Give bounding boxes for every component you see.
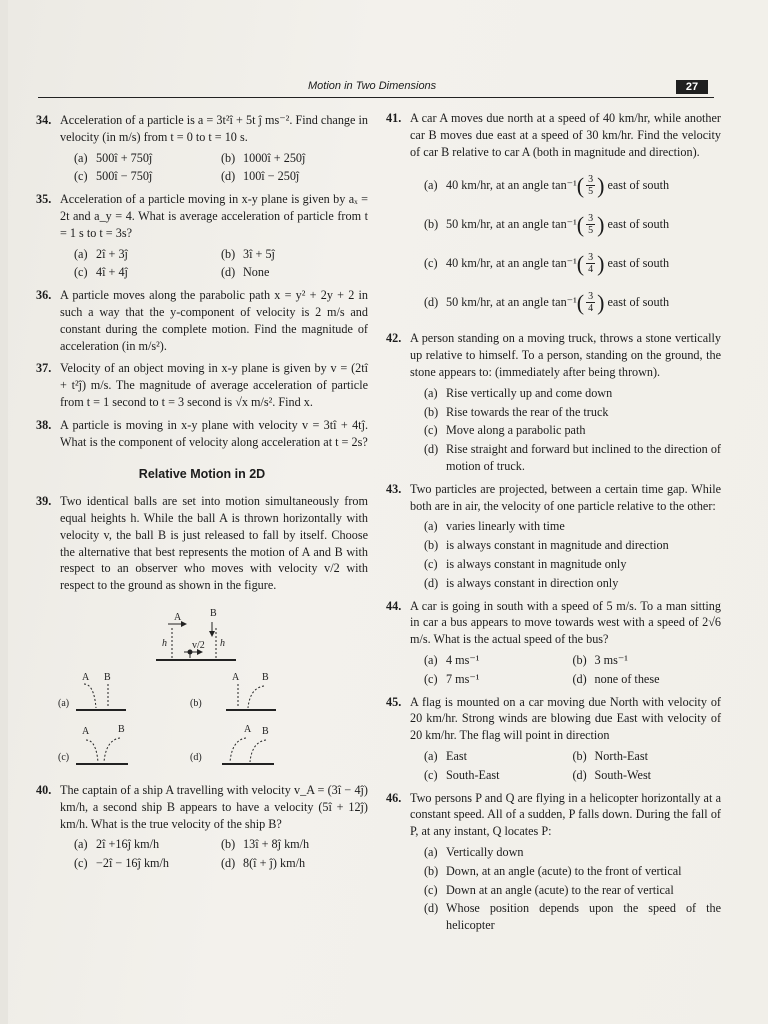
question-text: A particle moves along the parabolic path x = y² + 2y + 2 in such a way that the y-component of velocity is 2 m/s and constant during the complete motion. Find the magnitude of acceleration (in m/s²). (60, 288, 368, 353)
svg-text:B: B (104, 671, 111, 683)
options (410, 174, 721, 314)
svg-text:v/2: v/2 (192, 639, 205, 651)
option-d: (d) None (221, 265, 270, 280)
svg-text:A: A (82, 671, 90, 683)
option-b: (b) Down, at an angle (acute) to the front of vertical (424, 863, 682, 878)
question-number: 42. (386, 331, 402, 346)
book-page (8, 0, 768, 1024)
option-a: (a) Vertically down (424, 844, 524, 859)
question-45 (386, 694, 721, 784)
svg-text:A: A (232, 671, 240, 683)
question-text: Acceleration of a particle is a = 3t²î + 5t ĵ ms⁻². Find change in velocity (in m/s) from t = 0 to t = 10 s. (60, 113, 368, 144)
option-a: (a) 500î + 750ĵ (74, 150, 153, 165)
question-number: 44. (386, 598, 402, 613)
question-text: Two particles are projected, between a certain time gap. While both are in air, the velocity of one particle relative to the other: (410, 481, 721, 513)
question-text: Two identical balls are set into motion simultaneously from equal heights h. While the ball A is thrown horizontally with velocity v, the ball B is just released to fall by itself. Choose the alternative that best represents the motion of A and B with respect to an observer who moves with velocity v/2 with respect to the ground as shown in the figure. (60, 494, 368, 593)
question-number: 35. (36, 192, 52, 207)
option-a: (a) 2î +16ĵ km/h (74, 837, 160, 852)
svg-text:A: A (82, 725, 90, 737)
option-a: (a) 4 ms⁻¹ (424, 652, 480, 667)
page-header (38, 78, 714, 98)
option-c: (c) 40 km/hr, at an angle tan⁻¹ ( $\frac{3}{4}$ ) east of south (424, 250, 670, 276)
svg-text:h: h (220, 637, 225, 649)
option-d: (d) is always constant in direction only (424, 575, 619, 590)
option-b: (b) 3 ms⁻¹ (572, 652, 628, 667)
question-text: A flag is mounted on a car moving due North with velocity of 20 km/hr. Strong winds are blowing due East with velocity of 20 km/hr. The flag will point in direction (410, 694, 721, 743)
figure-balls (36, 600, 356, 772)
option-c: (c) 7 ms⁻¹ (424, 671, 480, 686)
question-46 (386, 790, 721, 934)
option-c: (c) 4î + 4ĵ (74, 265, 128, 280)
options (410, 652, 721, 688)
question-text: Acceleration of a particle moving in x-y plane is given by aₓ = 2t and a_y = 4. What is average acceleration of particle from t = 1 s to t = 3s? (60, 192, 368, 240)
option-c: (c) Move along a parabolic path (424, 423, 586, 438)
running-title: Motion in Two Dimensions (308, 80, 437, 92)
option-b: (b) 13î + 8ĵ km/h (221, 837, 310, 852)
option-a: (a) 40 km/hr, at an angle tan⁻¹ ( $\frac{3}{5}$ ) east of south (424, 172, 670, 198)
option-c: (c) Down at an angle (acute) to the rear of vertical (424, 882, 674, 897)
question-number: 41. (386, 111, 402, 125)
figure-option-c (58, 724, 128, 764)
question-number: 37. (36, 361, 52, 376)
option-c: (c) −2î − 16ĵ km/h (74, 856, 169, 871)
options (60, 246, 368, 282)
option-b: (b) 3î + 5ĵ (221, 246, 275, 261)
question-number: 40. (36, 782, 52, 797)
page-number: 27 (676, 80, 708, 94)
question-text: Velocity of an object moving in x-y plane is given by v = (2tî + t²ĵ) m/s. The magnitude of average acceleration of particle from t = 1 second to t = 3 second is √x m/s². Find x. (60, 361, 368, 409)
section-title: Relative Motion in 2D (138, 467, 266, 482)
question-number: 39. (36, 494, 52, 509)
question-text: A person standing on a moving truck, throws a stone vertically up relative to himself. To a person, standing on the ground, the stone appears to: (immediately after being thrown). (410, 331, 721, 379)
svg-text:(c): (c) (58, 751, 70, 763)
question-text: A particle is moving in x-y plane with velocity v = 3tî + 4tĵ. What is the component of velocity along acceleration at t = 2s? (60, 417, 368, 449)
option-a: (a) East (424, 748, 467, 763)
option-c: (c) 500î − 750ĵ (74, 169, 153, 184)
option-d: (d) South-West (572, 767, 652, 782)
option-b: (b) Rise towards the rear of the truck (424, 404, 609, 419)
left-column (36, 112, 368, 878)
option-a: (a) Rise vertically up and come down (424, 385, 613, 400)
question-41 (386, 110, 721, 314)
option-c: (c) is always constant in magnitude only (424, 556, 627, 571)
question-39 (36, 493, 368, 594)
options (60, 150, 368, 186)
svg-text:B: B (262, 671, 269, 683)
option-b: (b) 1000î + 250ĵ (221, 150, 306, 165)
question-number: 34. (36, 113, 52, 127)
option-d: (d) 50 km/hr, at an angle tan⁻¹ ( $\frac{3}{4}$ ) east of south (424, 289, 670, 315)
option-c: (c) South-East (424, 767, 500, 782)
option-b: (b) is always constant in magnitude and direction (424, 538, 669, 553)
figure-drawing (36, 600, 356, 772)
figure-option-d (190, 724, 274, 764)
option-b: (b) 50 km/hr, at an angle tan⁻¹ ( $\frac{3}{5}$ ) east of south (424, 211, 670, 237)
options (410, 385, 721, 475)
options (410, 844, 721, 934)
question-number: 46. (386, 790, 402, 805)
option-d: (d) none of these (572, 671, 660, 686)
question-number: 43. (386, 481, 402, 496)
question-36 (36, 287, 368, 354)
svg-text:A: A (174, 611, 182, 623)
svg-text:B: B (210, 607, 217, 619)
question-37 (36, 360, 368, 410)
question-text: A car A moves due north at a speed of 40 km/hr, while another car B moves due east at a speed of 30 km/hr. Find the velocity of car B relative to car A (both in magnitude and direction). (410, 111, 721, 159)
question-number: 38. (36, 417, 52, 432)
options (410, 748, 721, 784)
option-d: (d) 100î − 250ĵ (221, 169, 300, 184)
question-text: Two persons P and Q are flying in a helicopter horizontally at a constant speed. All of a sudden, P falls down. During the fall of P, at any instant, Q locates P: (410, 790, 721, 839)
option-d: (d) Rise straight and forward but inclined to the direction of motion of truck. (424, 442, 721, 473)
right-column (386, 110, 721, 940)
question-number: 45. (386, 694, 402, 709)
question-text: The captain of a ship A travelling with velocity v_A = (3î − 4ĵ) km/h, a second ship B appears to have a velocity (5î + 12ĵ) km/h. What is the true velocity of the ship B? (60, 782, 368, 831)
top-figure (156, 608, 236, 660)
svg-text:(b): (b) (190, 697, 202, 709)
question-40 (36, 782, 368, 872)
options (60, 836, 368, 872)
svg-text:B: B (262, 725, 269, 737)
svg-text:(a): (a) (58, 697, 70, 709)
question-38 (36, 417, 368, 451)
option-a: (a) varies linearly with time (424, 519, 565, 534)
figure-option-b (190, 672, 276, 710)
question-44 (386, 598, 721, 688)
option-d: (d) Whose position depends upon the speed of the helicopter (424, 901, 721, 933)
question-42 (386, 330, 721, 474)
question-34 (36, 112, 368, 185)
options (410, 518, 721, 591)
option-a: (a) 2î + 3ĵ (74, 246, 128, 261)
option-b: (b) North-East (572, 748, 648, 763)
question-number: 36. (36, 288, 52, 303)
svg-text:B: B (118, 723, 125, 735)
question-43 (386, 481, 721, 592)
option-d: (d) 8(î + ĵ) km/h (221, 856, 306, 871)
figure-option-a (58, 672, 126, 710)
svg-text:h: h (162, 637, 167, 649)
question-35 (36, 191, 368, 281)
svg-text:A: A (244, 723, 252, 735)
svg-text:(d): (d) (190, 751, 202, 763)
question-text: A car is going in south with a speed of 5 m/s. To a man sitting in car a bus appears to move towards west with a speed of 2√6 m/s. What is the actual speed of the bus? (410, 598, 721, 647)
